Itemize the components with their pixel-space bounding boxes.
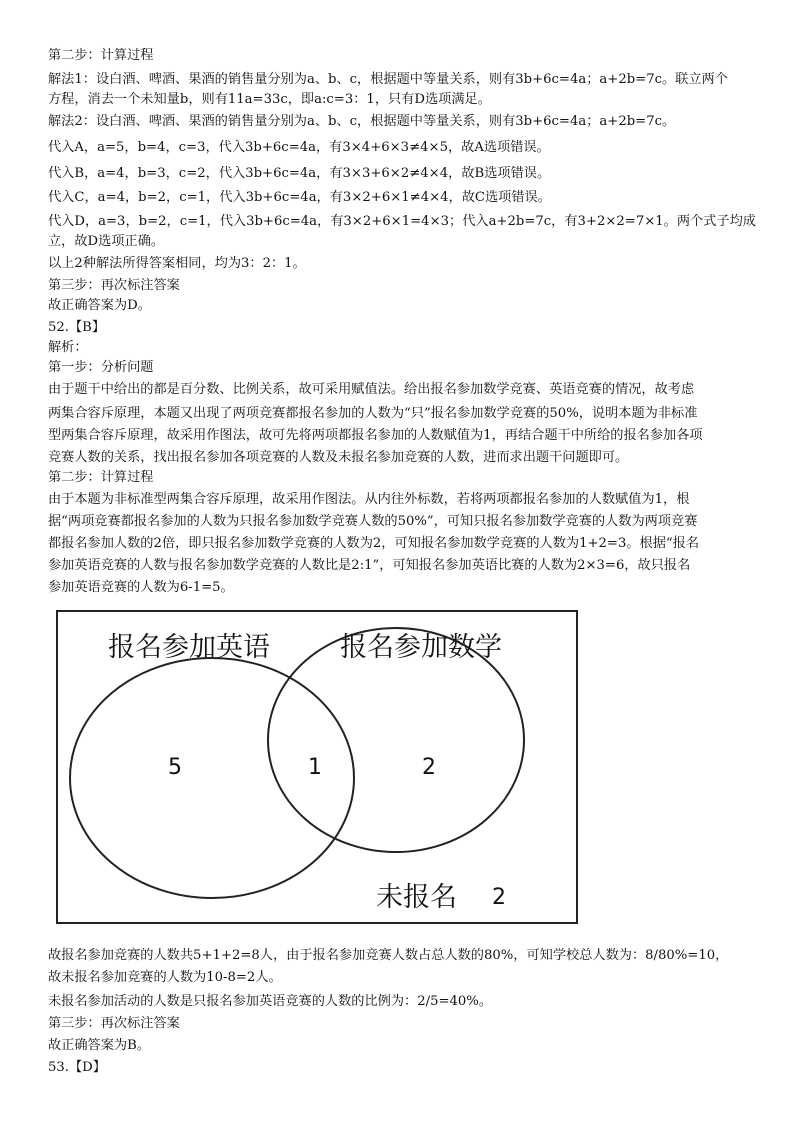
none-value: 2 xyxy=(492,885,506,910)
text-line: 参加英语竞赛的人数为6-1=5。 xyxy=(48,580,234,595)
text-line: 据“两项竞赛都报名参加的人数为只报名参加数学竞赛人数的50%”，可知只报名参加数学竞赛的人数为两项竞赛 xyxy=(48,514,698,529)
text-line: 参加英语竞赛的人数与报名参加数学竞赛的人数比是2:1”，可知报名参加英语比赛的人数为2×3=6，故只报名 xyxy=(48,558,691,573)
text-line: 解析： xyxy=(48,340,88,355)
text-line: 代入A，a=5，b=4，c=3，代入3b+6c=4a，有3×4+6×3≠4×5，故A选项错误。 xyxy=(48,140,550,155)
text-line: 型两集合容斥原理，故采用作图法，故可先将两项都报名参加的人数赋值为1，再结合题干中所给的报名参加各项 xyxy=(48,428,703,443)
text-line: 故未报名参加竞赛的人数为10-8=2人。 xyxy=(48,970,282,985)
english-label: 报名参加英语 xyxy=(108,632,270,663)
section-heading: 第三步：再次标注答案 xyxy=(48,278,180,293)
text-line: 方程，消去一个未知量b，则有11a=33c，即a:c=3：1，只有D选项满足。 xyxy=(48,92,491,107)
only-english-value: 5 xyxy=(168,755,182,780)
text-line: 两集合容斥原理，本题又出现了两项竞赛都报名参加的人数为“只”报名参加数学竞赛的50%，说明本题为非标准 xyxy=(48,406,698,421)
text-line: 第二步：计算过程 xyxy=(48,48,154,63)
text-line: 由于题干中给出的都是百分数、比例关系，故可采用赋值法。给出报名参加数学竞赛、英语竞赛的情况，故考虑 xyxy=(48,382,695,397)
answer-line: 故正确答案为B。 xyxy=(48,1038,151,1053)
question-number: 53.【D】 xyxy=(48,1060,106,1075)
section-heading: 第一步：分析问题 xyxy=(48,360,154,375)
text-line: 立，故D选项正确。 xyxy=(48,234,165,249)
text-line: 故报名参加竞赛的人数共5+1+2=8人，由于报名参加竞赛人数占总人数的80%，可知学校总人数为：8/80%=10， xyxy=(48,948,729,963)
text-line: 代入D，a=3，b=2，c=1，代入3b+6c=4a，有3×2+6×1=4×3；代入a+2b=7c，有3+2×2=7×1。两个式子均成 xyxy=(48,214,756,229)
text-line: 以上2种解法所得答案相同，均为3：2：1。 xyxy=(48,256,306,271)
text-line: 未报名参加活动的人数是只报名参加英语竞赛的人数的比例为：2/5=40%。 xyxy=(48,994,493,1009)
math-label: 报名参加数学 xyxy=(340,632,502,663)
venn-diagram xyxy=(56,610,578,924)
text-line: 解法1：设白酒、啤酒、果酒的销售量分别为a、b、c，根据题中等量关系，则有3b+6c=4a；a+2b=7c。联立两个 xyxy=(48,72,728,87)
text-line: 代入C，a=4，b=2，c=1，代入3b+6c=4a，有3×2+6×1≠4×4，故C选项错误。 xyxy=(48,190,551,205)
text-line: 由于本题为非标准型两集合容斥原理，故采用作图法。从内往外标数，若将两项都报名参加的人数赋值为1，根 xyxy=(48,492,690,507)
question-number: 52.【B】 xyxy=(48,320,106,335)
venn-svg xyxy=(56,610,578,924)
text-line: 代入B，a=4，b=3，c=2，代入3b+6c=4a，有3×3+6×2≠4×4，故B选项错误。 xyxy=(48,166,551,181)
only-math-value: 2 xyxy=(422,755,436,780)
both-value: 1 xyxy=(308,755,322,780)
answer-line: 故正确答案为D。 xyxy=(48,298,151,313)
section-heading: 第三步：再次标注答案 xyxy=(48,1016,180,1031)
text-line: 都报名参加人数的2倍，即只报名参加数学竞赛的人数为2，可知报名参加数学竞赛的人数为1+2=3。根据“报名 xyxy=(48,536,700,551)
section-heading: 第二步：计算过程 xyxy=(48,470,154,485)
text-line: 竞赛人数的关系，找出报名参加各项竞赛的人数及未报名参加竞赛的人数，进而求出题干问题即可。 xyxy=(48,450,629,465)
text-line: 解法2：设白酒、啤酒、果酒的销售量分别为a、b、c，根据题中等量关系，则有3b+6c=4a；a+2b=7c。 xyxy=(48,114,676,129)
none-label: 未报名 xyxy=(376,882,457,913)
